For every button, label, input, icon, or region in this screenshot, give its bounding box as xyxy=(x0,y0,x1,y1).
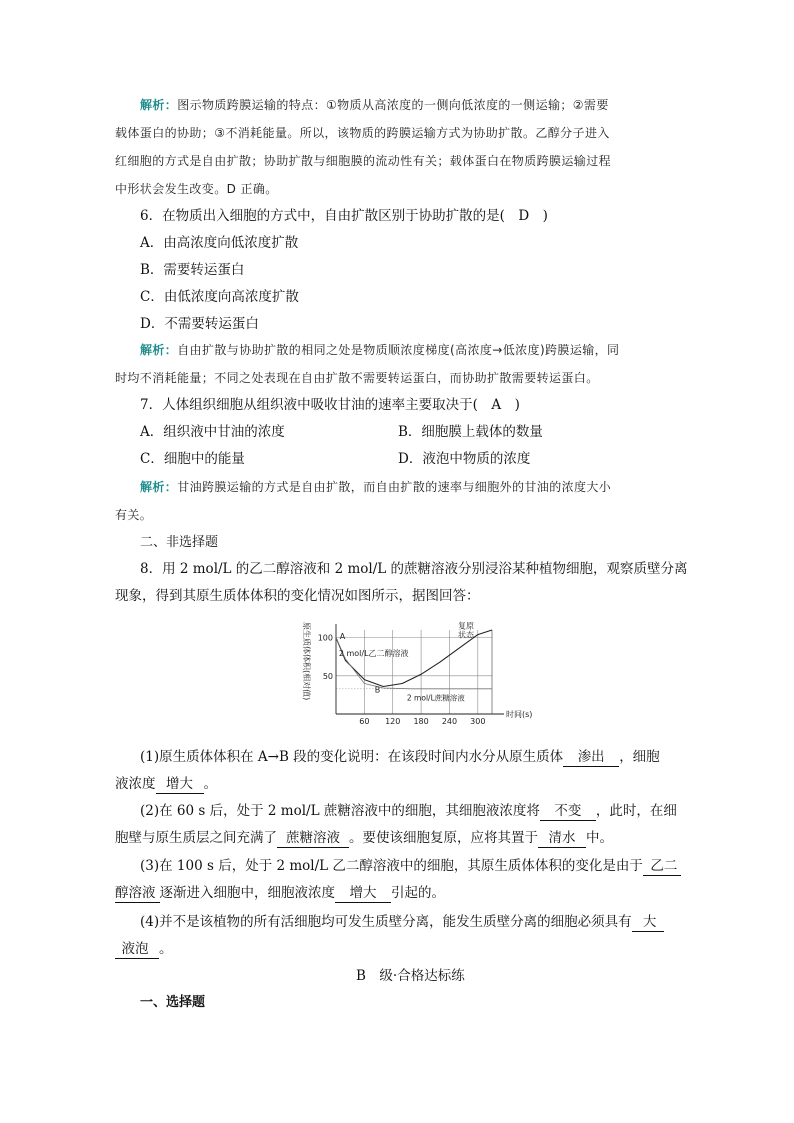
explanation-text: 图示物质跨膜运输的特点：①物质从高浓度的一侧向低浓度的一侧运输；②需要 xyxy=(177,98,609,112)
q7-explanation-line-2: 有关。 xyxy=(115,508,153,522)
q8-sub1-text-b: ，细胞 xyxy=(619,749,660,765)
q6-option-a: A．由高浓度向低浓度扩散 xyxy=(140,235,299,251)
explanation-label: 解析： xyxy=(140,480,178,494)
answer-blank[interactable]: 增大 xyxy=(335,884,391,903)
explanation-text: 自由扩散与协助扩散的相同之处是物质顺浓度梯度(高浓度→低浓度)跨膜运输，同 xyxy=(177,343,620,357)
q8-sub4-text-a: (4)并不是该植物的所有活细胞均可发生质壁分离，能发生质壁分离的细胞必须具有 xyxy=(140,914,632,930)
q8-sub2-text-d: 。要使该细胞复原，应将其置于 xyxy=(349,830,538,846)
q8-sub3-text-b: 逐渐进入细胞中，细胞液浓度 xyxy=(159,885,335,901)
q8-sub2-line-1 xyxy=(140,802,677,821)
q6-explanation-line-1 xyxy=(140,341,619,359)
q8-sub3-text-a: (3)在 100 s 后，处于 2 mol/L 乙二醇溶液中的细胞，其原生质体体积的变化是由于 xyxy=(140,858,643,874)
q6-option-b: B．需要转运蛋白 xyxy=(140,262,245,278)
series-label-sucrose: 2 mol/L蔗糖溶液 xyxy=(406,693,465,703)
q5-explanation-line-1 xyxy=(140,96,609,114)
q5-explanation-line-4: 中形状会发生改变。D 正确。 xyxy=(115,182,278,196)
q8-stem-line-1: 8．用 2 mol/L 的乙二醇溶液和 2 mol/L 的蔗糖溶液分别浸浴某种植物细胞，观察质壁分离 xyxy=(140,561,688,577)
answer-blank[interactable]: 液泡 xyxy=(115,940,159,959)
answer-blank[interactable]: 不变 xyxy=(540,802,596,821)
q8-sub2-text-a: (2)在 60 s 后，处于 2 mol/L 蔗糖溶液中的细胞，其细胞液浓度将 xyxy=(140,803,540,819)
answer-blank[interactable]: 渗出 xyxy=(563,748,619,767)
answer-blank[interactable]: 乙二 xyxy=(643,857,681,876)
q8-sub1-text-d: 。 xyxy=(203,776,217,792)
q8-sub3-line-2 xyxy=(115,884,445,903)
q7-stem: 7．人体组织细胞从组织液中吸收甘油的速率主要取决于( A ) xyxy=(140,397,520,413)
y-tick-label: 50 xyxy=(322,671,333,681)
answer-blank[interactable]: 大 xyxy=(632,913,664,932)
y-tick-label: 100 xyxy=(317,633,333,643)
explanation-text: 甘油跨膜运输的方式是自由扩散，而自由扩散的速率与细胞外的甘油的浓度大小 xyxy=(177,480,612,494)
section-title-non-choice: 二、非选择题 xyxy=(140,535,219,550)
answer-blank[interactable]: 增大 xyxy=(156,775,204,794)
q7-option-c: C．细胞中的能量 xyxy=(140,451,245,467)
point-b-label: B xyxy=(374,685,381,695)
q6-stem: 6．在物质出入细胞的方式中，自由扩散区别于协助扩散的是( D ) xyxy=(140,208,548,224)
q8-sub4-text-b: 。 xyxy=(159,941,173,957)
q5-explanation-line-3: 红细胞的方式是自由扩散；协助扩散与细胞膜的流动性有关；载体蛋白在物质跨膜运输过程 xyxy=(115,154,612,168)
q8-sub1-text-a: (1)原生质体体积在 A→B 段的变化说明：在该段时间内水分从原生质体 xyxy=(140,749,564,765)
q7-explanation-line-1 xyxy=(140,478,611,496)
q8-sub4-line-1 xyxy=(140,913,664,932)
q8-sub1-text-c: 液浓度 xyxy=(115,776,156,792)
q7-option-d: D．液泡中物质的浓度 xyxy=(398,451,531,467)
point-a-label: A xyxy=(339,632,346,642)
q8-stem-line-2: 现象，得到其原生质体体积的变化情况如图所示，据图回答： xyxy=(115,588,480,604)
q8-sub1-line-2 xyxy=(115,775,217,794)
x-tick-label: 180 xyxy=(413,717,429,726)
q6-explanation-line-2: 时均不消耗能量；不同之处表现在自由扩散不需要转运蛋白，而协助扩散需要转运蛋白。 xyxy=(115,371,599,385)
q8-sub1-line-1 xyxy=(140,748,660,767)
q7-option-b: B．细胞膜上载体的数量 xyxy=(398,424,543,440)
answer-blank[interactable]: 清水 xyxy=(538,829,586,848)
y-axis-label: 原生质体体积(相对值) xyxy=(302,622,311,701)
explanation-label: 解析： xyxy=(140,98,178,112)
q8-sub4-line-2 xyxy=(115,940,173,959)
x-tick-label: 60 xyxy=(359,717,370,726)
q8-sub3-text-c: 引起的。 xyxy=(391,885,445,901)
protoplast-volume-chart xyxy=(296,614,533,730)
explanation-label: 解析： xyxy=(140,343,178,357)
q5-explanation-line-2: 载体蛋白的协助；③不消耗能量。所以，该物质的跨膜运输方式为协助扩散。乙醇分子进入 xyxy=(115,126,610,140)
x-axis-label: 时间(s) xyxy=(506,710,533,719)
q8-sub3-line-1 xyxy=(140,857,681,876)
answer-blank[interactable]: 蔗糖溶液 xyxy=(277,829,349,848)
level-b-title: B 级·合格达标练 xyxy=(356,968,465,984)
q6-option-d: D．不需要转运蛋白 xyxy=(140,316,259,332)
answer-blank[interactable]: 醇溶液 xyxy=(115,884,160,903)
annotation-state: 状态 xyxy=(457,630,474,640)
q7-option-a: A．组织液中甘油的浓度 xyxy=(140,424,285,440)
x-tick-label: 240 xyxy=(441,717,458,726)
q8-sub2-text-b: ，此时，在细 xyxy=(595,803,677,819)
annotation-recovery: 复原 xyxy=(457,621,474,631)
q8-sub2-text-c: 胞壁与原生质层之间充满了 xyxy=(115,830,277,846)
x-tick-label: 120 xyxy=(385,717,401,726)
q6-option-c: C．由低浓度向高浓度扩散 xyxy=(140,289,299,305)
x-tick-label: 300 xyxy=(470,717,486,726)
q8-sub2-line-2 xyxy=(115,829,613,848)
q8-sub2-text-e: 中。 xyxy=(586,830,613,846)
series-label-ethylene-glycol: 2 mol/L乙二醇溶液 xyxy=(338,648,409,658)
section-title-choice: 一、选择题 xyxy=(140,995,206,1010)
